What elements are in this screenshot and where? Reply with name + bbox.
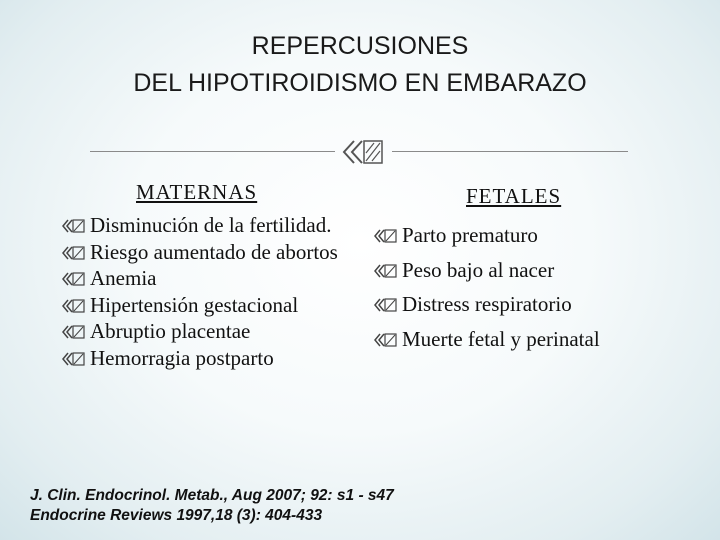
double-arrow-hatch-icon — [342, 137, 384, 167]
slide-title — [0, 28, 720, 102]
arrow-bullet-icon — [62, 298, 86, 314]
maternas-heading: MATERNAS — [136, 180, 258, 204]
arrow-bullet-icon — [374, 228, 398, 244]
reference-line-2: Endocrine Reviews 1997,18 (3): 404-433 — [30, 507, 323, 524]
divider-line-right — [392, 151, 628, 152]
fetales-heading: FETALES — [466, 184, 562, 208]
arrow-bullet-icon — [62, 351, 86, 367]
list-item: Anemia — [60, 265, 360, 292]
list-item: Hipertensión gestacional — [60, 292, 360, 319]
arrow-bullet-icon — [62, 324, 86, 340]
list-item: Distress respiratorio — [372, 287, 692, 322]
divider-line-left — [90, 151, 335, 152]
list-item: Peso bajo al nacer — [372, 253, 692, 288]
arrow-bullet-icon — [62, 271, 86, 287]
arrow-bullet-icon — [62, 245, 86, 261]
list-item: Muerte fetal y perinatal — [372, 322, 692, 357]
arrow-bullet-icon — [374, 332, 398, 348]
list-item: Hemorragia postparto — [60, 345, 360, 372]
list-item: Parto prematuro — [372, 218, 692, 253]
maternas-list — [60, 212, 360, 371]
reference-line-1: J. Clin. Endocrinol. Metab., Aug 2007; 92: s1 - s47 — [30, 487, 394, 504]
references — [30, 486, 394, 526]
fetales-list — [372, 218, 692, 356]
list-item: Abruptio placentae — [60, 318, 360, 345]
title-line-2: DEL HIPOTIROIDISMO EN EMBARAZO — [133, 69, 587, 97]
list-item: Riesgo aumentado de abortos — [60, 239, 360, 266]
arrow-bullet-icon — [374, 297, 398, 313]
title-line-1: REPERCUSIONES — [251, 32, 469, 60]
arrow-bullet-icon — [62, 218, 86, 234]
arrow-bullet-icon — [374, 263, 398, 279]
list-item: Disminución de la fertilidad. — [60, 212, 360, 239]
